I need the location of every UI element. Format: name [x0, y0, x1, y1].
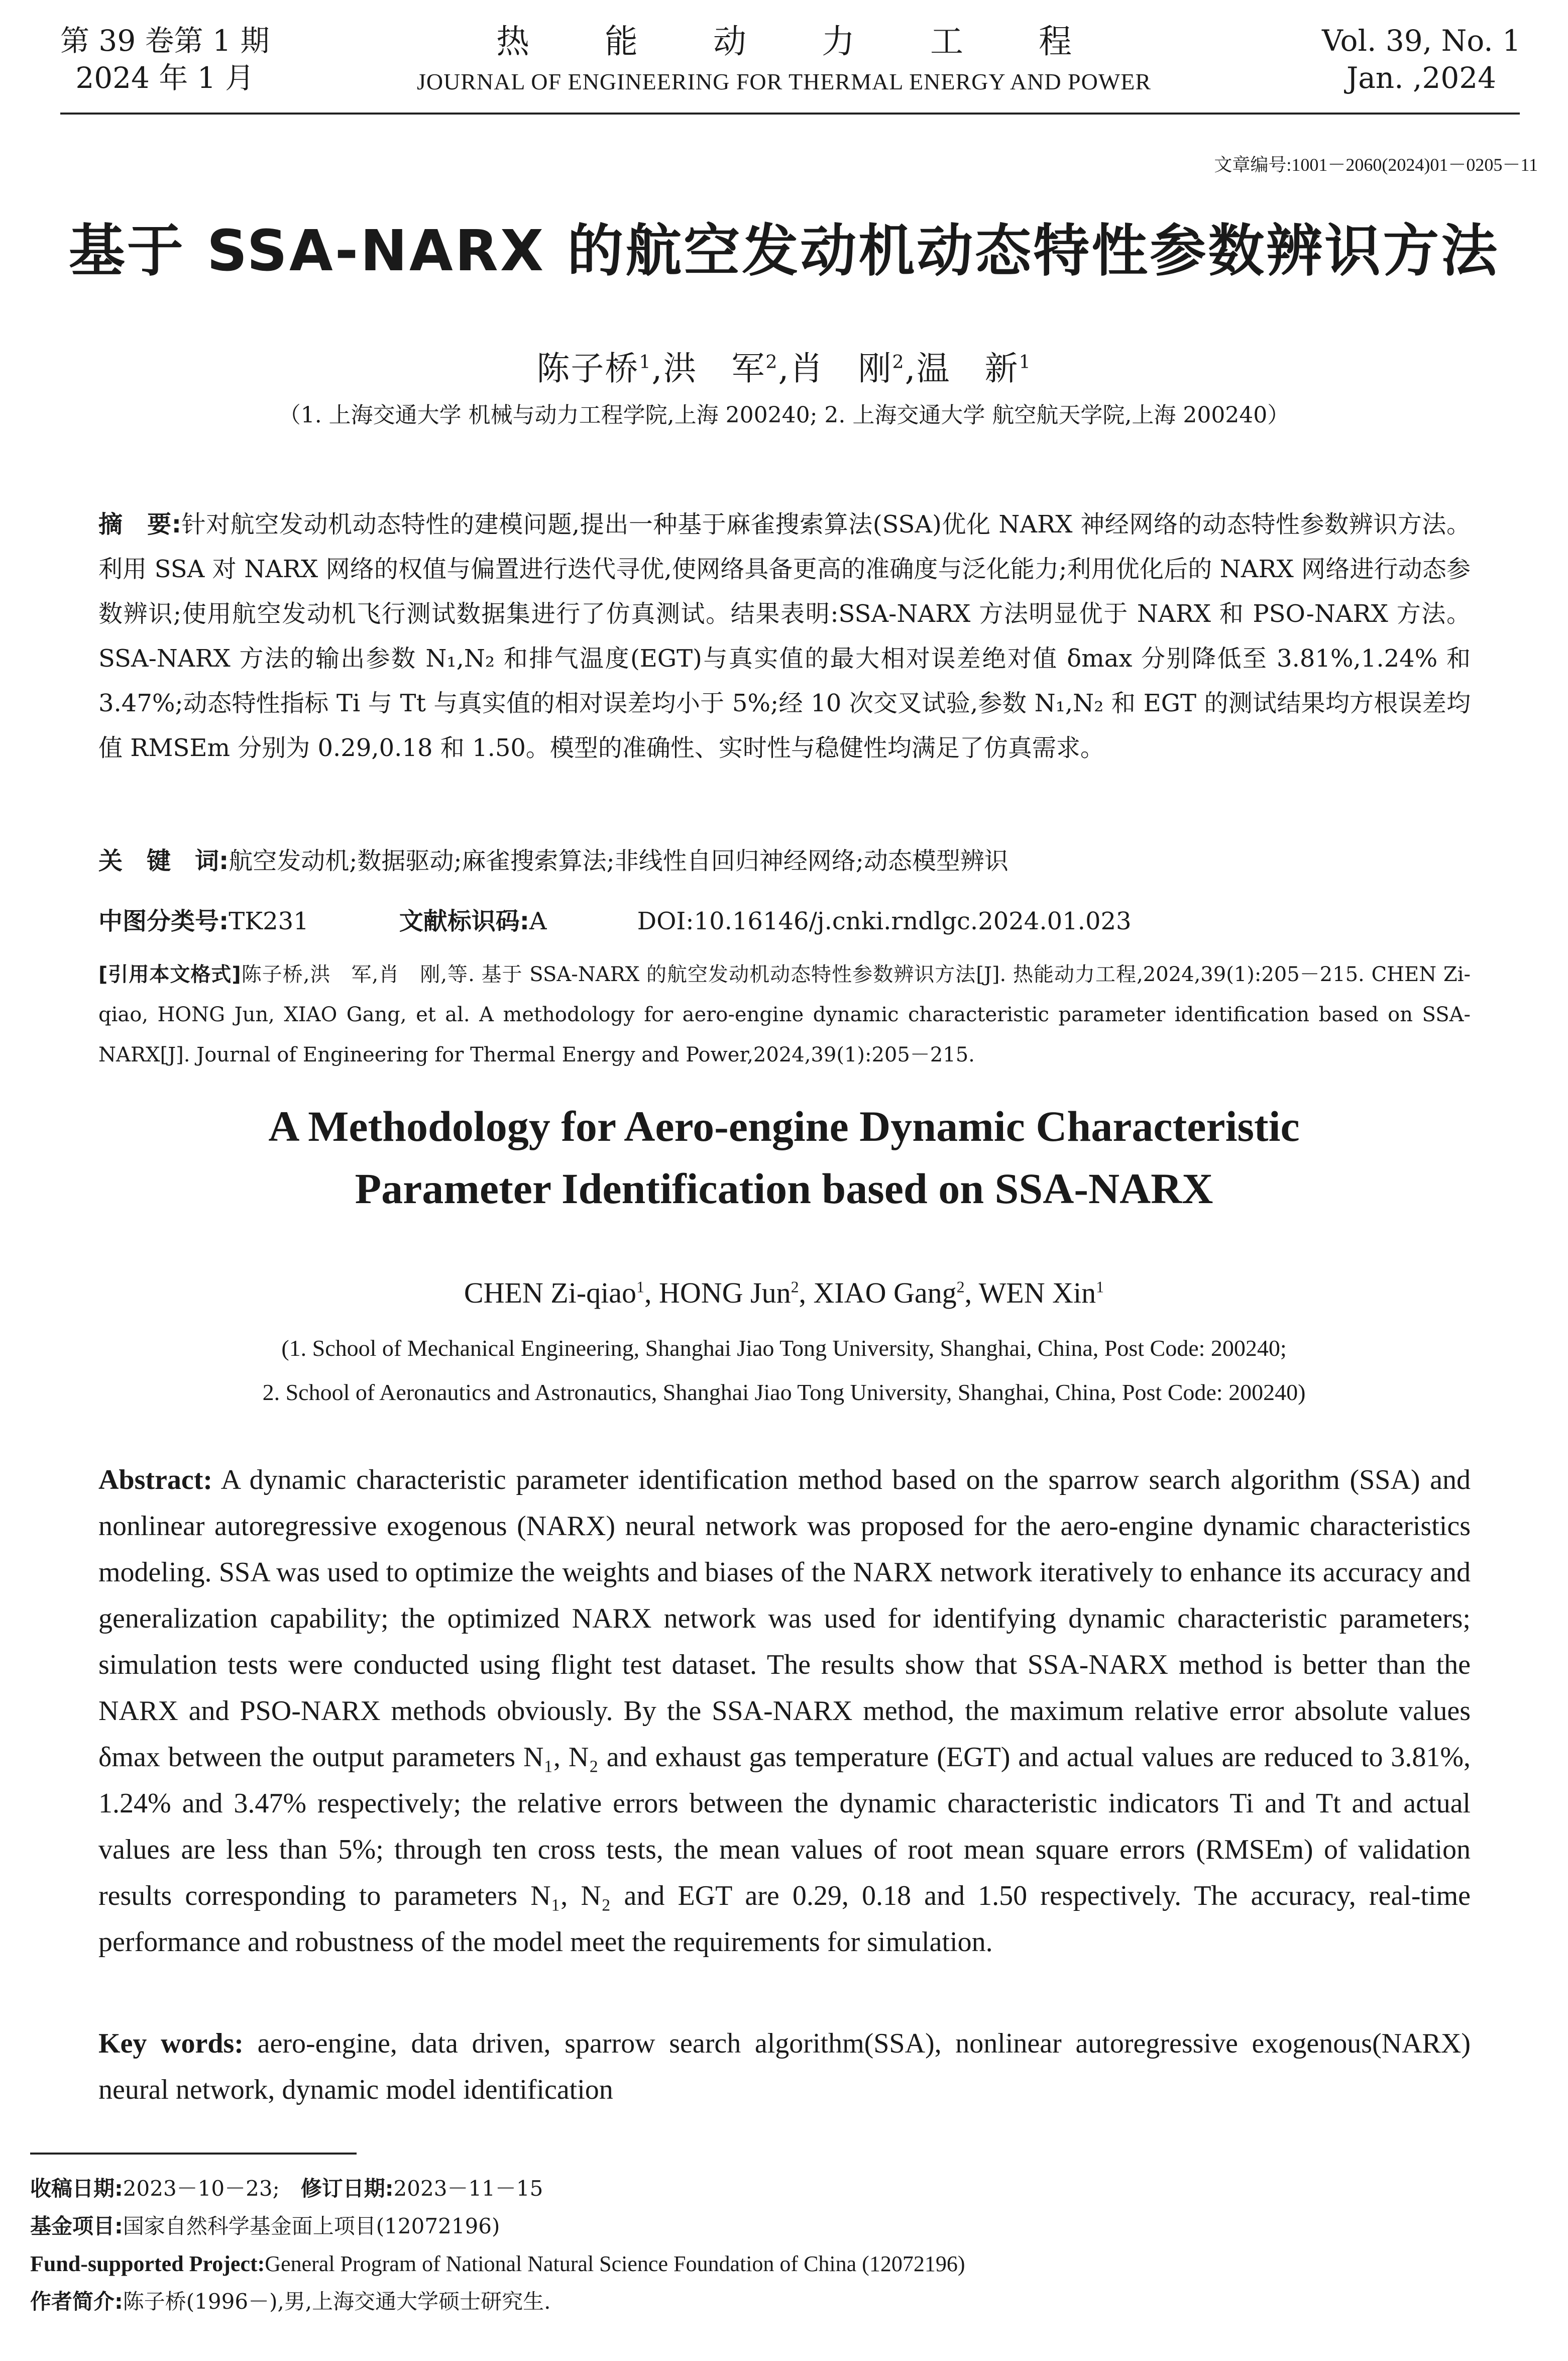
footnote-fund-en	[30, 2245, 965, 2283]
cn-abstract	[98, 502, 1471, 771]
en-author-sup: 2	[791, 1278, 799, 1296]
citation-text: 陈子桥,洪 军,肖 刚,等. 基于 SSA-NARX 的航空发动机动态特性参数辨识方法[J]. 热能动力工程,2024,39(1):205－215. CHEN Zi-qiao, HONG Jun, XIAO Gang, et al. A methodology for aero-engine dynamic characteristic parameter identification based on SSA-NARX[J]. Journal of Engineering for Thermal Energy and Power,2024,39(1):205－215.	[98, 963, 1471, 1066]
en-keywords	[98, 2020, 1471, 2113]
en-abstract	[98, 1457, 1471, 1965]
footnote-author-bio	[30, 2283, 551, 2320]
journal-name-cn: 热能动力工程	[496, 22, 1147, 61]
footnote-dates	[30, 2170, 543, 2207]
en-author: CHEN Zi-qiao	[464, 1276, 637, 1309]
en-keywords-label: Key words:	[98, 2028, 244, 2059]
article-number: 文章编号:1001－2060(2024)01－0205－11	[1214, 155, 1538, 175]
cn-abstract-text: 针对航空发动机动态特性的建模问题,提出一种基于麻雀搜索算法(SSA)优化 NARX 神经网络的动态特性参数辨识方法。利用 SSA 对 NARX 网络的权值与偏置进行迭代寻优,使网络具备更高的准确度与泛化能力;利用优化后的 NARX 网络进行动态参数辨识;使用航空发动机飞行测试数据集进行了仿真测试。结果表明:SSA-NARX 方法明显优于 NARX 和 PSO-NARX 方法。SSA-NARX 方法的输出参数 N₁,N₂ 和排气温度(EGT)与真实值的最大相对误差绝对值 δmax 分别降低至 3.81%,1.24% 和 3.47%;动态特性指标 Ti 与 Tt 与真实值的相对误差均小于 5%;经 10 次交叉试验,参数 N₁,N₂ 和 EGT 的测试结果均方根误差均值 RMSEm 分别为 0.29,0.18 和 1.50。模型的准确性、实时性与稳健性均满足了仿真需求。	[98, 510, 1471, 762]
cn-author: 温 新	[916, 349, 1019, 388]
cn-affiliation: （1. 上海交通大学 机械与动力工程学院,上海 200240; 2. 上海交通大学 航空航天学院,上海 200240）	[278, 402, 1290, 428]
cn-author: 陈子桥	[536, 349, 639, 388]
cn-author-sup: 1	[639, 351, 652, 373]
en-author-sup: 1	[1096, 1278, 1104, 1296]
cn-author-list: 陈子桥$^1$,洪 军$^2$,肖 刚$^2$,温 新$^1$	[536, 349, 1032, 388]
cn-author-sup: 2	[892, 351, 905, 373]
received-label: 收稿日期:	[30, 2176, 123, 2201]
header-date-cn: 2024 年 1 月	[75, 61, 255, 95]
received-value: 2023－10－23;	[123, 2176, 280, 2201]
fund-en-label: Fund-supported Project:	[30, 2251, 265, 2276]
cn-keywords-label: 关 键 词:	[98, 847, 229, 875]
cn-author: 肖 刚	[790, 349, 892, 388]
citation	[98, 954, 1471, 1075]
cn-author-sup: 2	[765, 351, 778, 373]
revised-value: 2023－11－15	[393, 2176, 543, 2201]
clc-value: TK231	[229, 907, 309, 935]
en-title-line: Parameter Identification based on SSA-NARX	[355, 1164, 1213, 1213]
header-volume-cn: 第 39 卷第 1 期	[60, 24, 270, 58]
cn-title: 基于 SSA-NARX 的航空发动机动态特性参数辨识方法	[68, 219, 1500, 284]
clc-label: 中图分类号:	[98, 907, 229, 935]
en-author-sup: 1	[636, 1278, 644, 1296]
fund-en-value: General Program of National Natural Science Foundation of China (12072196)	[265, 2251, 965, 2276]
cn-keywords	[98, 839, 1471, 884]
header-date-en: Jan. ,2024	[1346, 61, 1497, 95]
footnote-fund-cn	[30, 2208, 500, 2245]
cn-abstract-label: 摘 要:	[98, 510, 181, 539]
en-affiliation-line: 2. School of Aeronautics and Astronautics, Shanghai Jiao Tong University, Shanghai, China, Post Code: 200240)	[262, 1379, 1306, 1405]
revised-label: 修订日期:	[300, 2176, 394, 2201]
en-title-line: A Methodology for Aero-engine Dynamic Characteristic	[268, 1102, 1300, 1150]
doc-code-value: A	[529, 907, 547, 935]
cn-classification	[98, 899, 1471, 944]
en-abstract-label: Abstract:	[98, 1464, 213, 1495]
en-author: HONG Jun	[658, 1276, 791, 1309]
citation-label: [引用本文格式]	[98, 963, 241, 986]
en-author: XIAO Gang	[813, 1276, 957, 1309]
journal-name-en: JOURNAL OF ENGINEERING FOR THERMAL ENERGY AND POWER	[416, 69, 1152, 94]
header-issue-en	[1322, 22, 1521, 96]
en-affiliation-line: (1. School of Mechanical Engineering, Shanghai Jiao Tong University, Shanghai, China, Post Code: 200240;	[281, 1335, 1287, 1361]
fund-cn-label: 基金项目:	[30, 2214, 123, 2238]
en-author-sup: 2	[956, 1278, 965, 1296]
doi: DOI:10.16146/j.cnki.rndlgc.2024.01.023	[637, 907, 1132, 935]
cn-keywords-text: 航空发动机;数据驱动;麻雀搜索算法;非线性自回归神经网络;动态模型辨识	[229, 847, 1009, 875]
en-title	[0, 1095, 1568, 1220]
footnote-rule	[30, 2153, 357, 2155]
header-rule	[60, 113, 1520, 115]
header-volume-en: Vol. 39, No. 1	[1321, 24, 1521, 58]
en-keywords-text: aero-engine, data driven, sparrow search algorithm(SSA), nonlinear autoregressive exogenous(NARX) neural network, dynamic model identification	[98, 2028, 1471, 2105]
fund-cn-value: 国家自然科学基金面上项目(12072196)	[123, 2214, 500, 2238]
cn-author: 洪 军	[663, 349, 766, 388]
en-author-list: CHEN Zi-qiao$^1$, HONG Jun$^2$, XIAO Gang$^2$, WEN Xin$^1$	[464, 1276, 1104, 1309]
en-author: WEN Xin	[978, 1276, 1096, 1309]
en-affiliation	[0, 1326, 1568, 1415]
cn-author-sup: 1	[1019, 351, 1032, 373]
doc-code-label: 文献标识码:	[399, 907, 529, 935]
author-bio-label: 作者简介:	[30, 2289, 123, 2314]
en-abstract-text: A dynamic characteristic parameter identification method based on the sparrow search algorithm (SSA) and nonlinear autoregressive exogenous (NARX) neural network was proposed for the aero-engine dynamic characteristics modeling. SSA was used to optimize the weights and biases of the NARX network iteratively to enhance its accuracy and generalization capability; the optimized NARX network was used for identifying dynamic characteristic parameters; simulation tests were conducted using flight test dataset. The results show that SSA-NARX method is better than the NARX and PSO-NARX methods obviously. By the SSA-NARX method, the maximum relative error absolute values δmax between the output parameters N₁, N₂ and exhaust gas temperature (EGT) and actual values are reduced to 3.81%, 1.24% and 3.47% respectively; the relative errors between the dynamic characteristic indicators Ti and Tt and actual values are less than 5%; through ten cross tests, the mean values of root mean square errors (RMSEm) of validation results corresponding to parameters N₁, N₂ and EGT are 0.29, 0.18 and 1.50 respectively. The accuracy, real-time performance and robustness of the model meet the requirements for simulation.	[98, 1464, 1471, 1958]
author-bio-value: 陈子桥(1996－),男,上海交通大学硕士研究生.	[123, 2289, 551, 2314]
